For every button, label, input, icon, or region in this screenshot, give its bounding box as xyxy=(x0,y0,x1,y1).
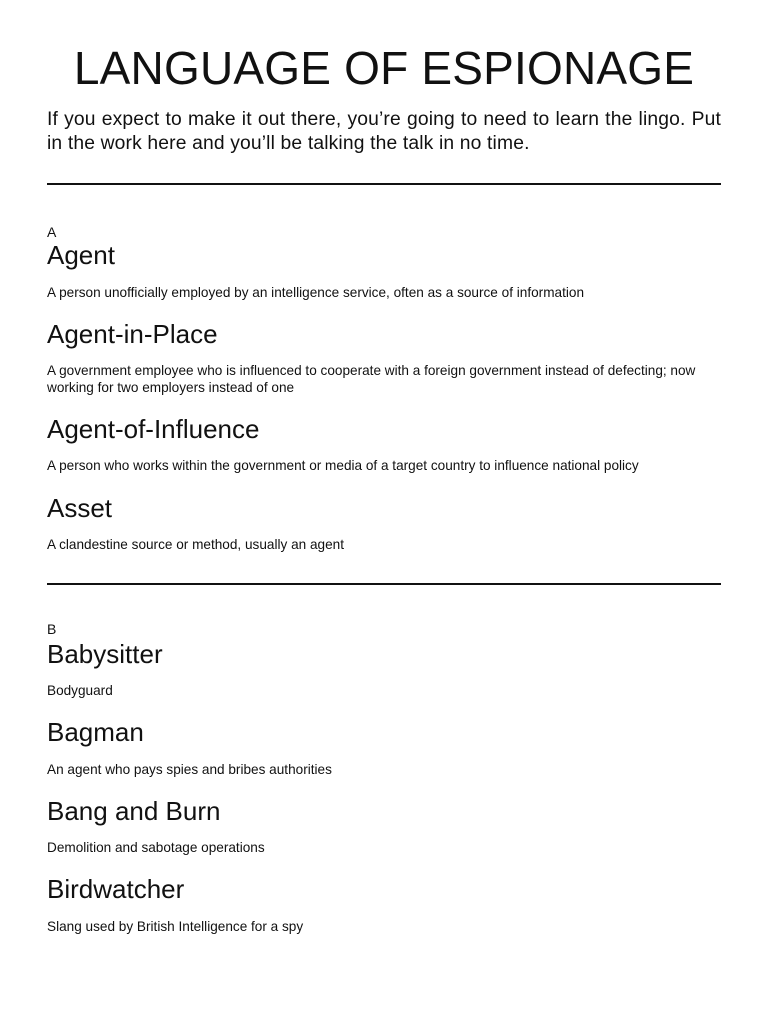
entry-definition: Slang used by British Intelligence for a spy xyxy=(47,919,304,934)
glossary-entry xyxy=(47,717,721,747)
entry-term: Babysitter xyxy=(47,639,163,669)
glossary-entry xyxy=(47,639,721,669)
entry-term: Agent-of-Influence xyxy=(47,414,260,444)
entry-term: Bagman xyxy=(47,717,144,747)
entry-definition: An agent who pays spies and bribes authorities xyxy=(47,762,332,777)
glossary-entry xyxy=(47,414,721,444)
glossary-entry-definition xyxy=(47,762,721,779)
page-title: LANGUAGE OF ESPIONAGE xyxy=(73,42,695,94)
entry-term: Agent xyxy=(47,240,115,270)
section-letter: B xyxy=(47,621,57,637)
entry-term: Birdwatcher xyxy=(47,874,185,904)
entry-term: Bang and Burn xyxy=(47,796,221,826)
glossary-entry xyxy=(47,874,721,904)
glossary-entry-definition xyxy=(47,363,721,396)
entry-definition: A government employee who is influenced to cooperate with a foreign government instead of defecting; now working for two employers instead of one xyxy=(47,363,696,395)
section-b xyxy=(47,621,721,934)
entry-definition: A person who works within the government or media of a target country to influence national policy xyxy=(47,458,639,473)
section-letter: A xyxy=(47,224,57,240)
intro-paragraph: If you expect to make it out there, you’re going to need to learn the lingo. Put in the work here and you’ll be talking the talk in no time. xyxy=(47,109,721,154)
glossary-entry-definition xyxy=(47,458,721,475)
entry-term: Agent-in-Place xyxy=(47,319,218,349)
glossary-entry xyxy=(47,493,721,523)
glossary-entry-definition xyxy=(47,683,721,700)
glossary-entry-definition xyxy=(47,840,721,857)
entry-term: Asset xyxy=(47,493,113,523)
section-divider xyxy=(47,183,721,185)
glossary-entry xyxy=(47,796,721,826)
glossary-entry-definition xyxy=(47,537,721,554)
glossary-entry-definition xyxy=(47,285,721,302)
entry-definition: Bodyguard xyxy=(47,683,113,698)
section-divider xyxy=(47,583,721,585)
entry-definition: A clandestine source or method, usually an agent xyxy=(47,537,344,552)
glossary-entry-definition xyxy=(47,919,721,936)
document-page xyxy=(47,0,721,934)
entry-definition: Demolition and sabotage operations xyxy=(47,840,265,855)
glossary-entry xyxy=(47,319,721,349)
entry-definition: A person unofficially employed by an intelligence service, often as a source of information xyxy=(47,285,585,300)
glossary-entry xyxy=(47,240,721,270)
section-a xyxy=(47,224,721,552)
